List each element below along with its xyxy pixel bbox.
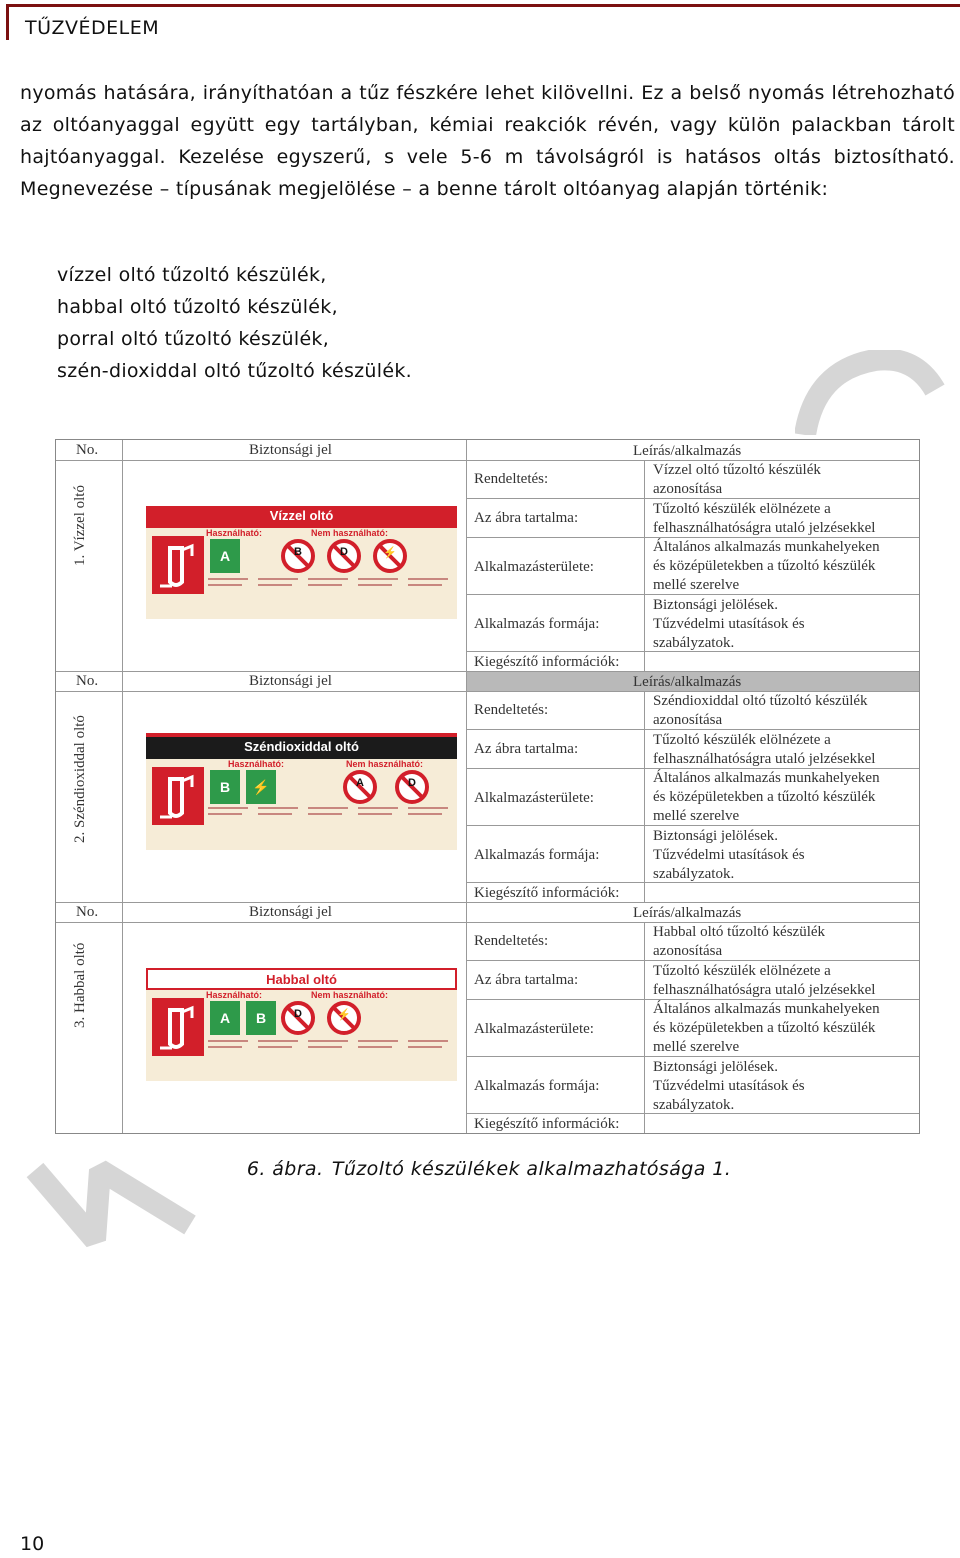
description-line: Tűzoltó készülék elölnézete a (653, 963, 831, 979)
table-divider (466, 671, 467, 902)
table-divider (122, 902, 123, 1133)
usable-class-icon: B (210, 770, 240, 804)
col-header-sign: Biztonsági jel (249, 442, 332, 458)
table-divider (466, 440, 467, 671)
list-item: vízzel oltó tűzoltó készülék, (57, 264, 327, 286)
extinguisher-icon (152, 998, 204, 1056)
row-label-extra: Kiegészítő információk: (474, 885, 620, 901)
col-header-no: No. (76, 904, 99, 920)
fine-print (358, 1046, 392, 1048)
caption-text: Tűzoltó készülékek alkalmazhatósága 1. (331, 1158, 732, 1180)
section-label: 2. Széndioxiddal oltó (72, 715, 88, 843)
class-letter: D (340, 546, 348, 558)
list-item: porral oltó tűzoltó készülék, (57, 328, 330, 350)
description-line: szabályzatok. (653, 635, 735, 651)
row-label-area: Alkalmazásterülete: (474, 790, 594, 806)
usable-label: Használható: (228, 759, 285, 769)
section-label: 3. Habbal oltó (72, 942, 88, 1028)
table-divider (56, 671, 919, 672)
col-header-sign: Biztonsági jel (249, 904, 332, 920)
class-letter: D (408, 777, 416, 789)
not-usable-label: Nem használható: (311, 528, 389, 538)
fine-print (258, 807, 298, 809)
description-line: azonosítása (653, 943, 723, 959)
description-line: mellé szerelve (653, 1039, 740, 1055)
table-divider (644, 460, 645, 671)
list-item: habbal oltó tűzoltó készülék, (57, 296, 338, 318)
fine-print (308, 584, 342, 586)
fine-print (358, 578, 398, 580)
table-section (56, 671, 919, 902)
table-divider (56, 902, 919, 903)
sign-banner: Habbal oltó (146, 968, 457, 990)
description-line: Habbal oltó tűzoltó készülék (653, 924, 826, 940)
row-label-purpose: Rendeltetés: (474, 471, 549, 487)
description-line: Biztonsági jelölések. (653, 828, 778, 844)
description-line: és középületekben a tűzoltó készülék (653, 558, 876, 574)
not-usable-class-icon (372, 538, 408, 574)
col-header-no: No. (76, 673, 99, 689)
col-header-desc: Leírás/alkalmazás (633, 674, 742, 690)
description-line: Általános alkalmazás munkahelyeken (653, 1001, 880, 1017)
not-usable-class-icon (280, 538, 316, 574)
fine-print (408, 584, 442, 586)
fine-print (358, 813, 392, 815)
class-letter: ⚡ (383, 547, 397, 559)
class-letter: ⚡ (337, 1009, 351, 1021)
table-divider (122, 671, 123, 902)
fine-print (358, 1040, 398, 1042)
description-line: és középületekben a tűzoltó készülék (653, 789, 876, 805)
not-usable-class-icon (280, 1000, 316, 1036)
extinguisher-icon (152, 536, 204, 594)
description-line: és középületekben a tűzoltó készülék (653, 1020, 876, 1036)
header-title: TŰZVÉDELEM (25, 17, 160, 39)
watermark-bottom (25, 1130, 205, 1255)
extinguisher-table (55, 439, 920, 1134)
description-line: Biztonsági jelölések. (653, 1059, 778, 1075)
row-label-area: Alkalmazásterülete: (474, 559, 594, 575)
description-line: Tűzoltó készülék elölnézete a (653, 501, 831, 517)
extinguisher-type-list (57, 259, 412, 387)
page-number: 10 (20, 1533, 45, 1555)
figure-caption (0, 1158, 960, 1180)
fine-print (208, 813, 242, 815)
description-line: felhasználhatóságra utaló jelzésekkel (653, 520, 876, 536)
safety-sign (146, 737, 457, 850)
description-line: Tűzvédelmi utasítások és (653, 847, 805, 863)
fine-print (258, 813, 292, 815)
not-usable-class-icon (326, 1000, 362, 1036)
row-label-contents: Az ábra tartalma: (474, 741, 579, 757)
section-label: 1. Vízzel oltó (72, 485, 88, 566)
fine-print (308, 578, 348, 580)
not-usable-label: Nem használható: (346, 759, 424, 769)
watermark-top (795, 350, 945, 435)
row-label-form: Alkalmazás formája: (474, 847, 600, 863)
caption-number: 6. ábra. (246, 1158, 324, 1180)
table-divider (122, 440, 123, 671)
description-line: felhasználhatóságra utaló jelzésekkel (653, 751, 876, 767)
class-letter: B (294, 546, 302, 558)
description-line: Tűzvédelmi utasítások és (653, 616, 805, 632)
row-label-contents: Az ábra tartalma: (474, 972, 579, 988)
fine-print (258, 1040, 298, 1042)
extinguisher-icon (152, 767, 204, 825)
description-line: Általános alkalmazás munkahelyeken (653, 539, 880, 555)
fine-print (258, 584, 292, 586)
body-paragraph: nyomás hatására, irányíthatóan a tűz fészkére lehet kilövellni. Ez a belső nyomás létrehozható az oltóanyaggal együtt egy tartályban, kémiai reakciók révén, vagy külön palackban tárolt hajtóanyaggal. Kezelése egyszerű, s vele 5-6 m távolságról is hatásos oltás biztosítható. Megnevezése – típusának megjelölése – a benne tárolt oltóanyag alapján történik: (20, 82, 955, 200)
sign-banner: Széndioxiddal oltó (146, 733, 457, 759)
row-label-purpose: Rendeltetés: (474, 933, 549, 949)
usable-class-icon: ⚡ (246, 770, 276, 804)
table-divider (644, 922, 645, 1133)
description-line: Vízzel oltó tűzoltó készülék (653, 462, 821, 478)
fine-print (408, 1046, 442, 1048)
table-section (56, 902, 919, 1133)
row-label-form: Alkalmazás formája: (474, 616, 600, 632)
table-divider (644, 691, 645, 902)
fine-print (308, 807, 348, 809)
fine-print (308, 1040, 348, 1042)
fine-print (408, 813, 442, 815)
description-line: azonosítása (653, 712, 723, 728)
row-label-area: Alkalmazásterülete: (474, 1021, 594, 1037)
fine-print (358, 584, 392, 586)
fine-print (208, 1046, 242, 1048)
fine-print (408, 1040, 448, 1042)
safety-sign (146, 506, 457, 619)
row-label-extra: Kiegészítő információk: (474, 654, 620, 670)
safety-sign (146, 968, 457, 1081)
fine-print (408, 807, 448, 809)
class-letter: D (294, 1008, 302, 1020)
usable-label: Használható: (206, 990, 263, 1000)
col-header-no: No. (76, 442, 99, 458)
sign-banner: Vízzel oltó (146, 506, 457, 528)
page-header (6, 4, 960, 40)
fine-print (308, 813, 342, 815)
description-line: azonosítása (653, 481, 723, 497)
fine-print (208, 807, 248, 809)
table-section (56, 440, 919, 671)
fine-print (408, 578, 448, 580)
fine-print (208, 578, 248, 580)
col-header-desc: Leírás/alkalmazás (633, 443, 742, 459)
fine-print (308, 1046, 342, 1048)
description-line: szabályzatok. (653, 866, 735, 882)
fine-print (208, 584, 242, 586)
not-usable-class-icon (394, 769, 430, 805)
not-usable-label: Nem használható: (311, 990, 389, 1000)
row-label-contents: Az ábra tartalma: (474, 510, 579, 526)
table-divider (466, 902, 467, 1133)
description-line: Tűzoltó készülék elölnézete a (653, 732, 831, 748)
row-label-extra: Kiegészítő információk: (474, 1116, 620, 1132)
fine-print (258, 1046, 292, 1048)
col-header-sign: Biztonsági jel (249, 673, 332, 689)
description-line: felhasználhatóságra utaló jelzésekkel (653, 982, 876, 998)
description-line: Biztonsági jelölések. (653, 597, 778, 613)
fine-print (258, 578, 298, 580)
description-line: mellé szerelve (653, 808, 740, 824)
description-line: Széndioxiddal oltó tűzoltó készülék (653, 693, 868, 709)
fine-print (208, 1040, 248, 1042)
col-header-desc: Leírás/alkalmazás (633, 905, 742, 921)
list-item: szén-dioxiddal oltó tűzoltó készülék. (57, 360, 412, 382)
description-line: mellé szerelve (653, 577, 740, 593)
fine-print (358, 807, 398, 809)
class-letter: A (356, 777, 364, 789)
usable-class-icon: A (210, 1001, 240, 1035)
description-line: szabályzatok. (653, 1097, 735, 1113)
description-line: Általános alkalmazás munkahelyeken (653, 770, 880, 786)
row-label-form: Alkalmazás formája: (474, 1078, 600, 1094)
usable-label: Használható: (206, 528, 263, 538)
not-usable-class-icon (342, 769, 378, 805)
description-line: Tűzvédelmi utasítások és (653, 1078, 805, 1094)
usable-class-icon: B (246, 1001, 276, 1035)
row-label-purpose: Rendeltetés: (474, 702, 549, 718)
not-usable-class-icon (326, 538, 362, 574)
usable-class-icon: A (210, 539, 240, 573)
